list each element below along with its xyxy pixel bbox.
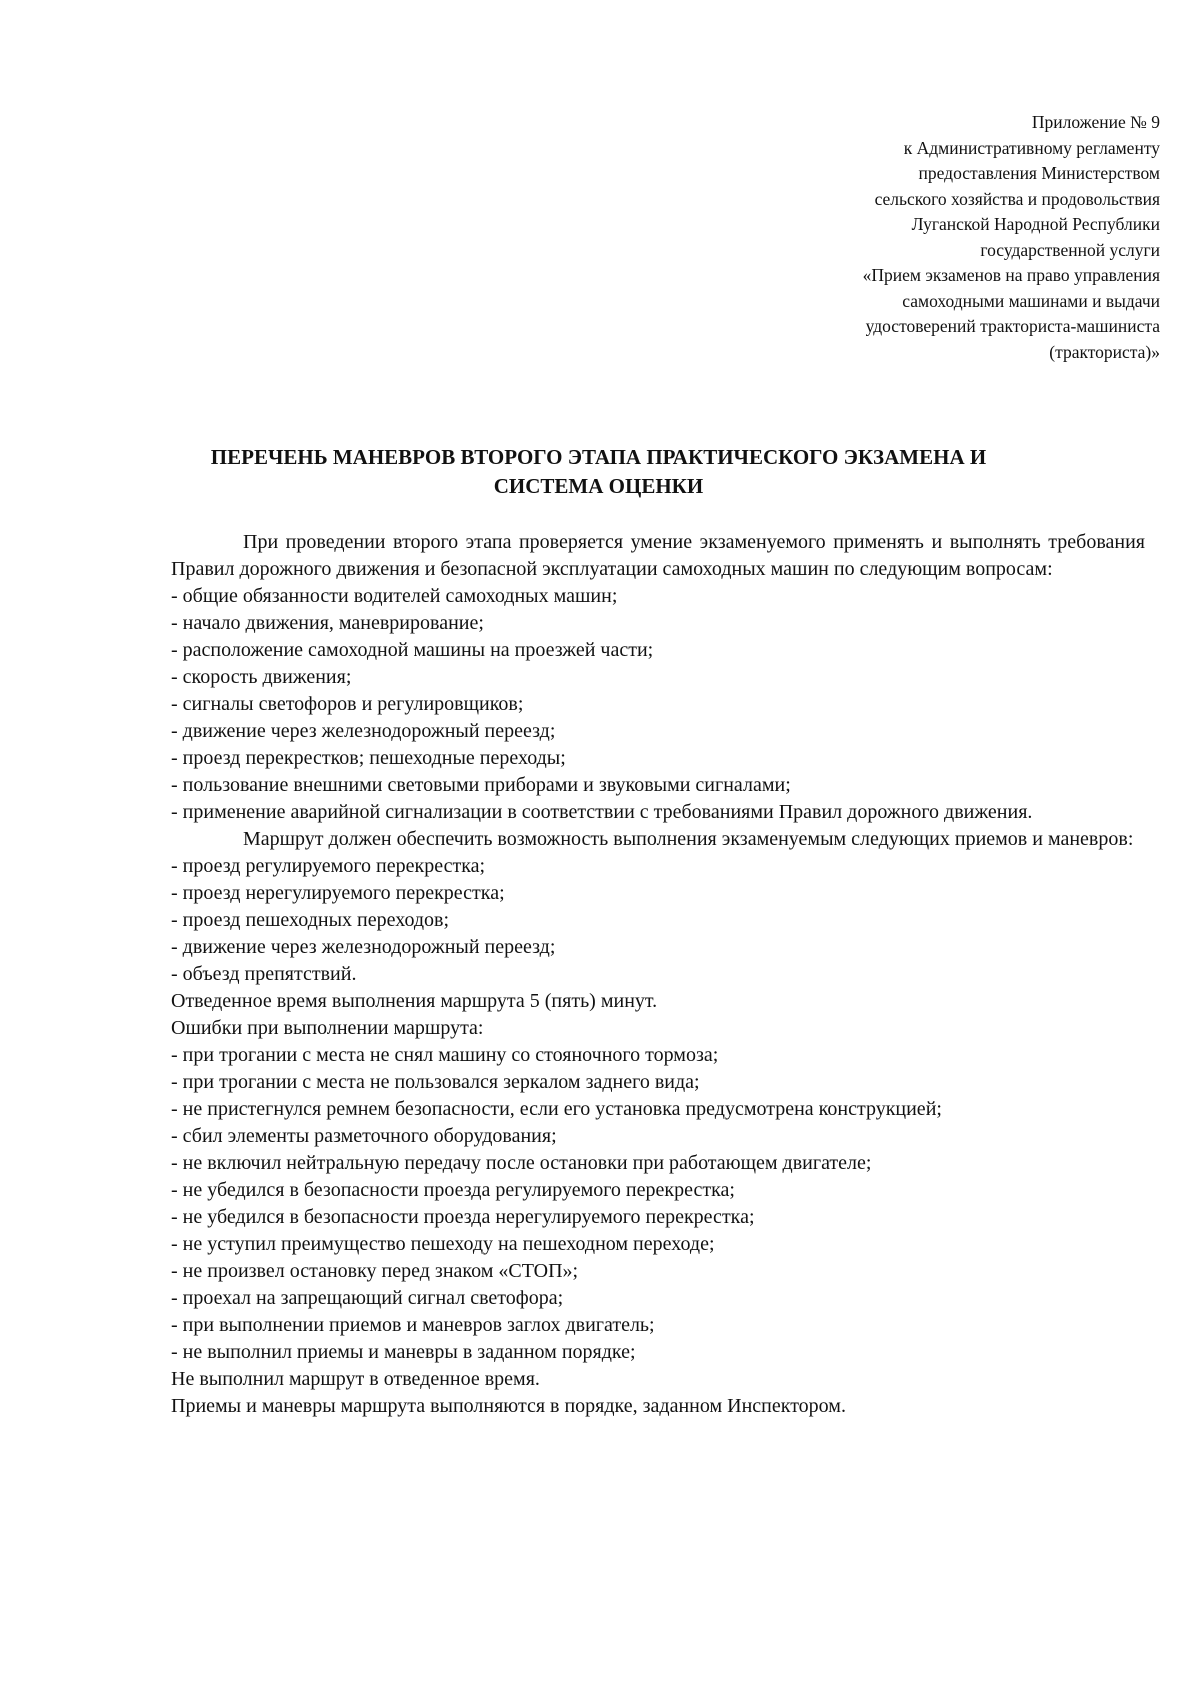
list-item: - не произвел остановку перед знаком «СТОП»; <box>171 1260 579 1282</box>
appendix-header <box>740 110 1160 365</box>
list-item: - не пристегнулся ремнем безопасности, если его установка предусмотрена конструкцией; <box>171 1098 942 1120</box>
list-item: - движение через железнодорожный переезд; <box>171 720 556 742</box>
not-completed-text: Не выполнил маршрут в отведенное время. <box>171 1368 540 1390</box>
list-item: - расположение самоходной машины на проезжей части; <box>171 639 654 661</box>
list-item: - движение через железнодорожный переезд; <box>171 936 556 958</box>
document-title <box>140 443 1057 501</box>
list-item: - пользование внешними световыми приборами и звуковыми сигналами; <box>171 774 791 796</box>
intro-paragraph: При проведении второго этапа проверяется умение экзаменуемого применять и выполнять требования Правил дорожного движения и безопасной эксплуатации самоходных машин по следующим вопросам: <box>171 531 1145 580</box>
list-item: - не включил нейтральную передачу после остановки при работающем двигателе; <box>171 1152 872 1174</box>
list-item: - скорость движения; <box>171 666 352 688</box>
appendix-line: Приложение № 9 <box>1031 112 1160 132</box>
appendix-line: (тракториста)» <box>1049 341 1160 362</box>
list-item: - проехал на запрещающий сигнал светофора; <box>171 1287 564 1309</box>
order-note-text: Приемы и маневры маршрута выполняются в порядке, заданном Инспектором. <box>171 1395 846 1417</box>
title-line: СИСТЕМА ОЦЕНКИ <box>493 474 704 498</box>
list-item: - применение аварийной сигнализации в соответствии с требованиями Правил дорожного движения. <box>171 801 1033 823</box>
appendix-line: к Административному регламенту <box>903 137 1160 158</box>
list-item: - проезд регулируемого перекрестка; <box>171 855 486 877</box>
appendix-line: «Прием экзаменов на право управления <box>862 265 1160 285</box>
list-item: - при трогании с места не пользовался зеркалом заднего вида; <box>171 1071 700 1093</box>
list-item: - не уступил преимущество пешеходу на пешеходном переходе; <box>171 1233 715 1255</box>
list-item: - при выполнении приемов и маневров заглох двигатель; <box>171 1314 655 1336</box>
appendix-line: государственной услуги <box>980 239 1160 260</box>
list-item: - при трогании с места не снял машину со стояночного тормоза; <box>171 1044 719 1066</box>
appendix-line: самоходными машинами и выдачи <box>902 290 1160 311</box>
title-line: ПЕРЕЧЕНЬ МАНЕВРОВ ВТОРОГО ЭТАПА ПРАКТИЧЕСКОГО ЭКЗАМЕНА И <box>210 445 987 469</box>
list-item: - не убедился в безопасности проезда регулируемого перекрестка; <box>171 1179 735 1201</box>
appendix-line: удостоверений тракториста-машиниста <box>865 316 1160 336</box>
time-limit-text: Отведенное время выполнения маршрута 5 (пять) минут. <box>171 990 658 1012</box>
list-item: - объезд препятствий. <box>171 963 357 985</box>
list-item: - проезд нерегулируемого перекрестка; <box>171 882 505 904</box>
list-item: - проезд перекрестков; пешеходные переходы; <box>171 747 566 769</box>
list-item: - сбил элементы разметочного оборудования; <box>171 1125 557 1147</box>
document-body <box>171 529 1145 1420</box>
list-item: - не выполнил приемы и маневры в заданном порядке; <box>171 1341 636 1363</box>
route-paragraph: Маршрут должен обеспечить возможность выполнения экзаменуемым следующих приемов и маневров: <box>243 828 1134 850</box>
list-item: - не убедился в безопасности проезда нерегулируемого перекрестка; <box>171 1206 755 1228</box>
list-item: - проезд пешеходных переходов; <box>171 909 450 931</box>
appendix-line: сельского хозяйства и продовольствия <box>874 188 1160 209</box>
list-item: - общие обязанности водителей самоходных машин; <box>171 585 618 607</box>
errors-heading: Ошибки при выполнении маршрута: <box>171 1017 484 1039</box>
list-item: - начало движения, маневрирование; <box>171 612 484 634</box>
list-item: - сигналы светофоров и регулировщиков; <box>171 693 524 715</box>
appendix-line: предоставления Министерством <box>918 163 1160 183</box>
appendix-line: Луганской Народной Республики <box>911 214 1160 234</box>
